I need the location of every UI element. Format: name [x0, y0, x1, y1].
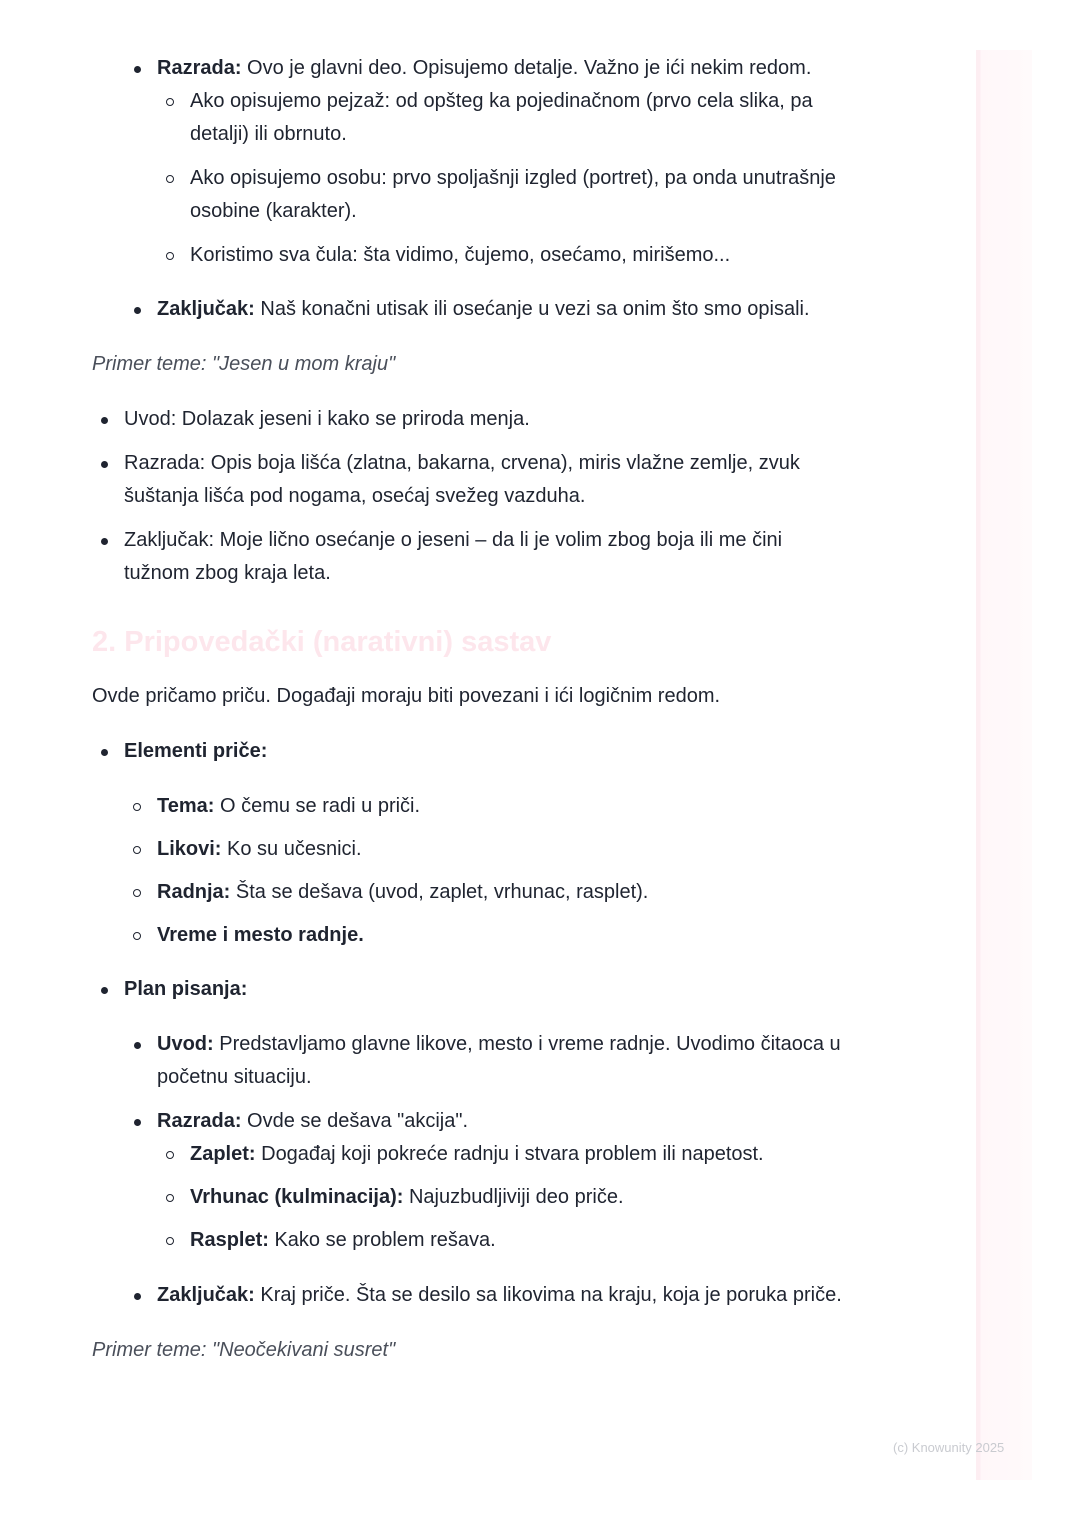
copyright-footer: (c) Knowunity 2025: [893, 1440, 1005, 1455]
plan-list: [92, 973, 852, 1006]
list-item: Razrada: Ovo je glavni deo. Opisujemo detalje. Važno je ići nekim redom.: [92, 52, 852, 85]
section-heading: 2. Pripovedački (narativni) sastav: [92, 626, 552, 658]
list-item: Uvod: Dolazak jeseni i kako se priroda menja.: [92, 403, 852, 436]
list-item: Vreme i mesto radnje.: [92, 919, 852, 952]
list-item: Razrada: Opis boja lišća (zlatna, bakarna, crvena), miris vlažne zemlje, zvuk šuštanja lišća pod nogama, osećaj svežeg vazduha.: [92, 447, 852, 513]
example-list: [92, 403, 852, 590]
list-item: Rasplet: Kako se problem rešava.: [92, 1224, 852, 1257]
list-item: Ako opisujemo pejzaž: od opšteg ka pojedinačnom (prvo cela slika, pa detalji) ili obrnuto.: [92, 85, 852, 151]
page-sidebar-stripe: [976, 50, 1032, 1480]
list-item: Plan pisanja:: [92, 973, 852, 1006]
list-item: Zaključak: Naš konačni utisak ili osećanje u vezi sa onim što smo opisali.: [92, 293, 852, 326]
zakljucak-list: [92, 293, 852, 326]
list-item: Vrhunac (kulminacija): Najuzbudljiviji deo priče.: [92, 1181, 852, 1214]
list-item: Elementi priče:: [92, 735, 852, 768]
plan-sub-list: [92, 1028, 852, 1138]
list-item: Tema: O čemu se radi u priči.: [92, 790, 852, 823]
list-item: Likovi: Ko su učesnici.: [92, 833, 852, 866]
list-item: Ako opisujemo osobu: prvo spoljašnji izgled (portret), pa onda unutrašnje osobine (karakter).: [92, 162, 852, 228]
section-intro: Ovde pričamo priču. Događaji moraju biti povezani i ići logičnim redom.: [92, 685, 721, 707]
list-item: Radnja: Šta se dešava (uvod, zaplet, vrhunac, rasplet).: [92, 876, 852, 909]
list-item: Zaplet: Događaj koji pokreće radnju i stvara problem ili napetost.: [92, 1138, 852, 1171]
list-item: Zaključak: Kraj priče. Šta se desilo sa likovima na kraju, koja je poruka priče.: [92, 1279, 852, 1312]
document-content: [92, 52, 852, 1367]
plan-zakljucak-list: [92, 1279, 852, 1312]
razrada-sub-list: [92, 85, 852, 272]
elements-sub-list: [92, 790, 852, 952]
list-item: Zaključak: Moje lično osećanje o jeseni – da li je volim zbog boja ili me čini tužnom zbog kraja leta.: [92, 524, 852, 590]
list-item: Razrada: Ovde se dešava "akcija".: [92, 1105, 852, 1138]
example-title: Primer teme: "Jesen u mom kraju": [92, 353, 396, 375]
razrada-plan-sub-list: [92, 1138, 852, 1257]
elements-list: [92, 735, 852, 768]
example-title: Primer teme: "Neočekivani susret": [92, 1339, 396, 1361]
list-item: Koristimo sva čula: šta vidimo, čujemo, osećamo, mirišemo...: [92, 239, 852, 272]
description-plan-list: [92, 52, 852, 85]
list-item: Uvod: Predstavljamo glavne likove, mesto i vreme radnje. Uvodimo čitaoca u početnu situaciju.: [92, 1028, 852, 1094]
